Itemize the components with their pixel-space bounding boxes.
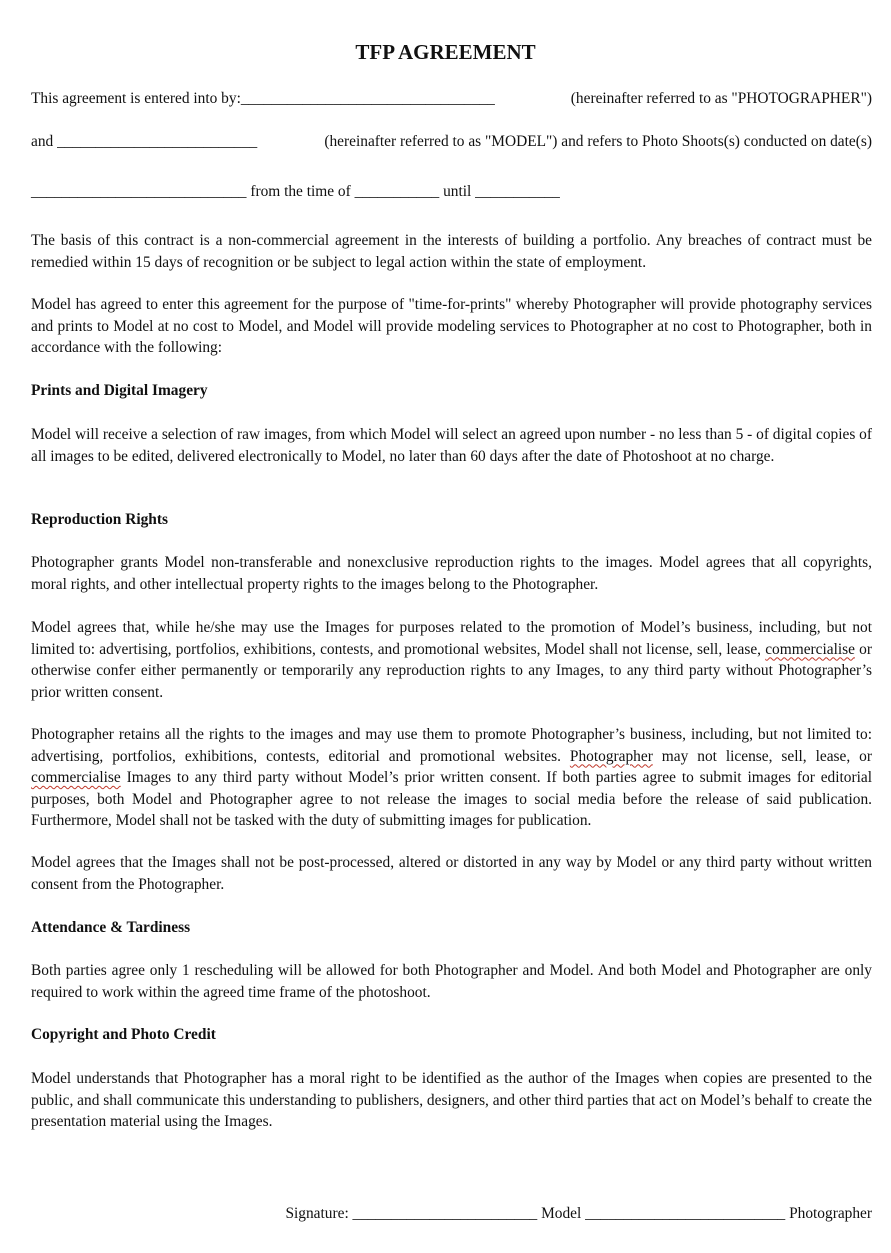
intro-line-model: [31, 132, 872, 152]
signature-blank[interactable]: Signature: ________________________: [285, 1205, 538, 1222]
document-title: TFP AGREEMENT: [355, 40, 536, 64]
photog-text-b: may not license, sell, lease, or: [652, 747, 872, 765]
attendance-paragraph: Both parties agree only 1 rescheduling will be allowed for both Photographer and Model. And both Model and Photographer are only required to work within the agreed time frame of the photoshoot.: [31, 962, 872, 1001]
intro-line-photographer: [31, 89, 872, 109]
photog-text-a: Photographer retains all the rights to the images and may use them to promote Photographer’s business, including, but not limited to: advertising, portfolios, exhibitions, contests, editorial and promotional websites.: [31, 726, 872, 765]
post-processing-paragraph: Model agrees that the Images shall not be post-processed, altered or distorted in any way by Model or any third party without written consent from the Photographer.: [31, 854, 872, 893]
signature-line: [285, 1204, 872, 1224]
prints-paragraph: Model will receive a selection of raw images, from which Model will select an agreed upon number - no less than 5 - of digital copies of all images to be edited, delivered electronically to Model, no later than 60 days after the date of Photoshoot at no charge.: [31, 426, 872, 465]
model-name-blank[interactable]: and __________________________: [31, 133, 258, 150]
photographer-rights-paragraph: [31, 724, 872, 832]
model-signature-blank[interactable]: Model __________________________: [541, 1205, 786, 1222]
model-role-text: (hereinafter referred to as "MODEL") and refers to Photo Shoots(s) conducted on date(s): [324, 133, 872, 150]
spelling-flag: Photographer: [569, 747, 653, 765]
heading-prints: Prints and Digital Imagery: [31, 382, 208, 399]
model-use-text-a: Model agrees that, while he/she may use the Images for purposes related to the promotion of Model’s business, including, but not limited to: advertising, portfolios, exhibitions, contests, and promotional websites, Model shall not license, sell, lease,: [31, 619, 872, 658]
spelling-flag: commercialise: [765, 640, 855, 658]
tfp-paragraph: Model has agreed to enter this agreement for the purpose of "time-for-prints" whereby Photographer will provide photography services and prints to Model at no cost to Model, and Model will provide modeling services to Photographer at no cost to Photographer, both in accordance with the following:: [31, 296, 872, 356]
heading-copyright: Copyright and Photo Credit: [31, 1026, 216, 1043]
spelling-flag: commercialise: [31, 769, 121, 786]
photographer-label: Photographer: [789, 1205, 872, 1222]
photog-text-c: Images to any third party without Model’s prior written consent. If both parties agree to submit images for editorial purposes, both Model and Photographer agree to not release the images to social media before the release of said publication. Furthermore, Model shall not be tasked with the duty of submitting images for publication.: [31, 769, 872, 829]
model-use-paragraph: [31, 617, 872, 703]
credit-paragraph: Model understands that Photographer has a moral right to be identified as the author of the Images when copies are presented to the public, and shall communicate this understanding to publishers, designers, and other third parties that act on Model’s behalf to create the presentation material using the Images.: [31, 1070, 872, 1130]
heading-reproduction: Reproduction Rights: [31, 511, 168, 528]
heading-attendance: Attendance & Tardiness: [31, 919, 191, 936]
photographer-role-text: (hereinafter referred to as "PHOTOGRAPHER"): [570, 90, 872, 107]
basis-paragraph: The basis of this contract is a non-commercial agreement in the interests of building a portfolio. Any breaches of contract must be remedied within 15 days of recognition or be subject to legal action within the state of employment.: [31, 232, 872, 271]
model-use-text-b: or otherwise confer either permanently or temporarily any reproduction rights to any Images, to any third party without Photographer’s prior written consent.: [31, 640, 872, 701]
grant-paragraph: Photographer grants Model non-transferable and nonexclusive reproduction rights to the images. Model agrees that all copyrights, moral rights, and other intellectual property rights to the images belong to the Photographer.: [31, 554, 872, 593]
photographer-name-blank[interactable]: This agreement is entered into by:_________________________________: [31, 90, 495, 107]
date-time-blanks[interactable]: ____________________________ from the time of ___________ until ___________: [31, 183, 560, 200]
